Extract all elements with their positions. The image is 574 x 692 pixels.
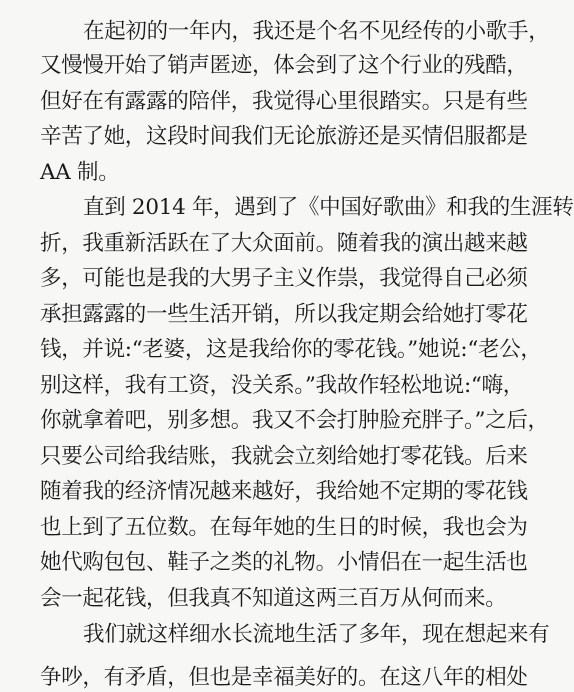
text-line: 但好在有露露的陪伴，我觉得心里很踏实。只是有些 bbox=[40, 89, 528, 114]
text-line: 别这样，我有工资，没关系。”我故作轻松地说:“嗨， bbox=[40, 373, 524, 398]
text-line: 随着我的经济情况越来越好，我给她不定期的零花钱 bbox=[40, 479, 528, 504]
text-line: 多，可能也是我的大男子主义作祟，我觉得自己必须 bbox=[40, 266, 528, 291]
text-line: 折，我重新活跃在了大众面前。随着我的演出越来越 bbox=[40, 231, 528, 256]
text-line: 我们就这样细水长流地生活了多年，现在想起来有 bbox=[83, 622, 550, 647]
text-line: 她代购包包、鞋子之类的礼物。小情侣在一起生活也 bbox=[40, 550, 528, 575]
text-line: 辛苦了她，这段时间我们无论旅游还是买情侣服都是 bbox=[40, 124, 528, 149]
text-line: 争吵，有矛盾，但也是幸福美好的。在这八年的相处 bbox=[40, 665, 528, 690]
text-line: 钱，并说:“老婆，这是我给你的零花钱。”她说:“老公， bbox=[40, 337, 542, 362]
text-line: 承担露露的一些生活开销，所以我定期会给她打零花 bbox=[40, 302, 528, 327]
text-line: 只要公司给我结账，我就会立刻给她打零花钱。后来 bbox=[40, 444, 528, 469]
text-line: 在起初的一年内，我还是个名不见经传的小歌手， bbox=[83, 19, 550, 44]
text-line: 你就拿着吧，别多想。我又不会打肿脸充胖子。”之后， bbox=[40, 408, 549, 433]
text-line: 直到 2014 年，遇到了《中国好歌曲》和我的生涯转 bbox=[83, 195, 574, 220]
text-line: 也上到了五位数。在每年她的生日的时候，我也会为 bbox=[40, 515, 528, 540]
text-line: 又慢慢开始了销声匿迹，体会到了这个行业的残酷， bbox=[40, 53, 528, 78]
text-line: AA 制。 bbox=[40, 160, 120, 185]
text-line: 会一起花钱，但我真不知道这两三百万从何而来。 bbox=[40, 586, 507, 611]
